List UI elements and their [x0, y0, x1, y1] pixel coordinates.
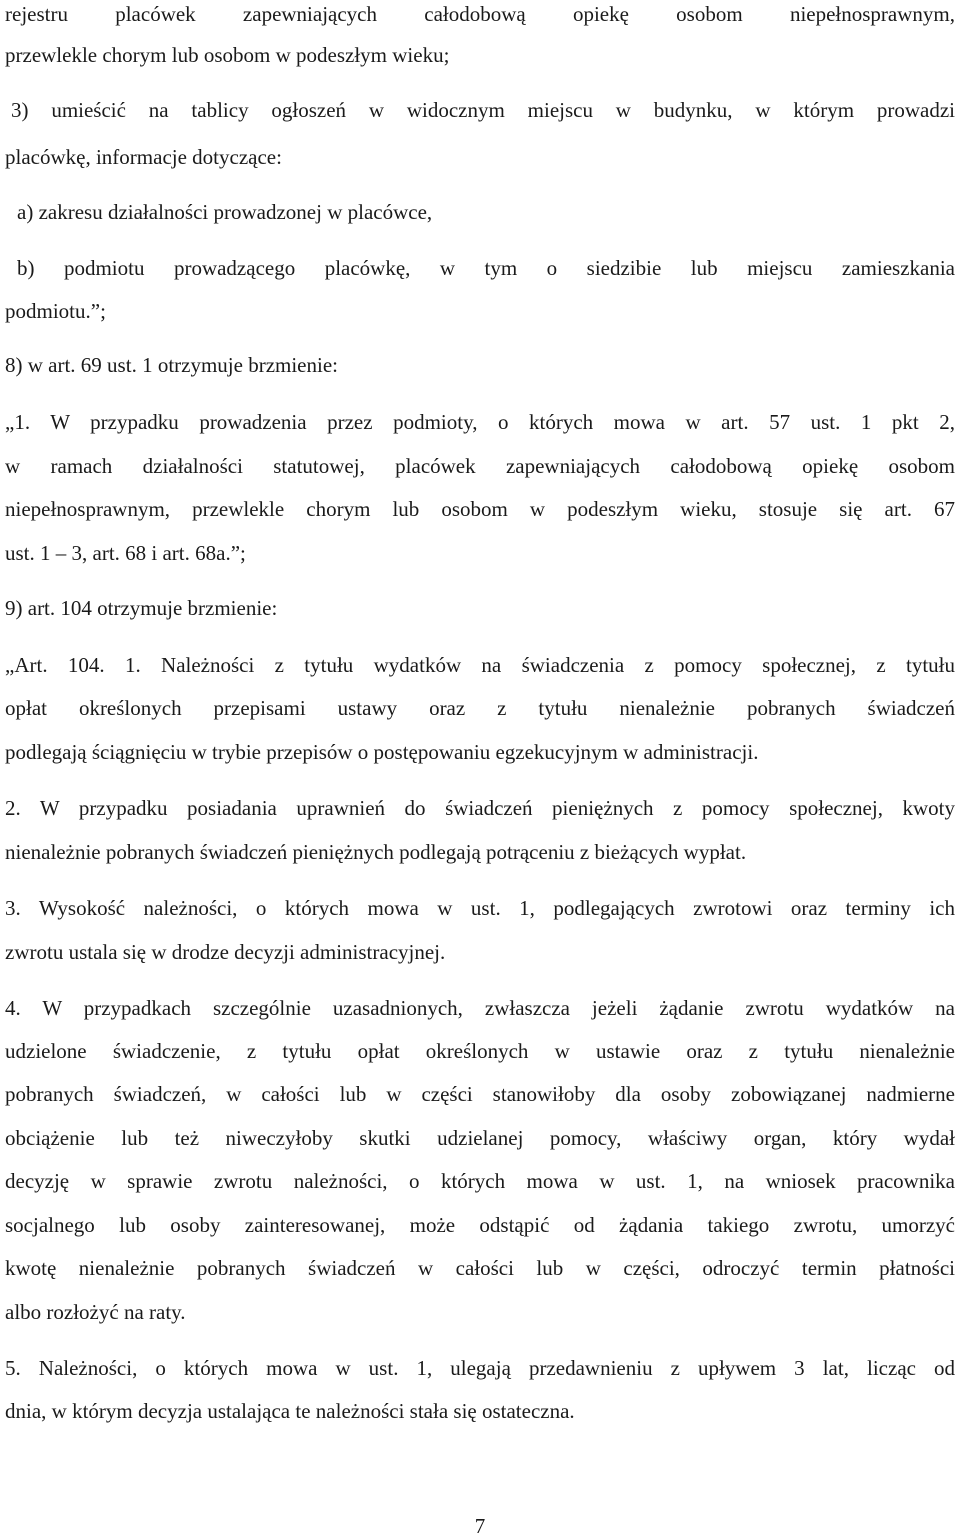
text-line: w ramach działalności statutowej, placówek zapewniających całodobową opiekę osobom — [5, 454, 955, 478]
text-line: 3. Wysokość należności, o których mowa w ust. 1, podlegających zwrotowi oraz terminy ich — [5, 896, 955, 920]
text-line: „Art. 104. 1. Należności z tytułu wydatków na świadczenia z pomocy społecznej, z tytułu — [5, 653, 955, 677]
text-line: rejestru placówek zapewniających całodobową opiekę osobom niepełnosprawnym, — [5, 2, 955, 26]
text-line: pobranych świadczeń, w całości lub w części stanowiłoby dla osoby zobowiązanej nadmierne — [5, 1082, 955, 1106]
text-line: decyzję w sprawie zwrotu należności, o których mowa w ust. 1, na wniosek pracownika — [5, 1169, 955, 1193]
text-line: b) podmiotu prowadzącego placówkę, w tym o siedzibie lub miejscu zamieszkania — [17, 256, 955, 280]
text-line: udzielone świadczenie, z tytułu opłat określonych w ustawie oraz z tytułu nienależnie — [5, 1039, 955, 1063]
text-line: podlegają ściągnięciu w trybie przepisów o postępowaniu egzekucyjnym w administracji. — [5, 740, 759, 764]
text-line: nienależnie pobranych świadczeń pieniężnych podlegają potrąceniu z bieżących wypłat. — [5, 840, 747, 864]
text-line: 5. Należności, o których mowa w ust. 1, ulegają przedawnieniu z upływem 3 lat, licząc od — [5, 1356, 955, 1380]
text-line: opłat określonych przepisami ustawy oraz z tytułu nienależnie pobranych świadczeń — [5, 696, 955, 720]
text-line: niepełnosprawnym, przewlekle chorym lub osobom w podeszłym wieku, stosuje się art. 67 — [5, 497, 955, 521]
text-line: ust. 1 – 3, art. 68 i art. 68a.”; — [5, 541, 246, 565]
page-number: 7 — [474, 1514, 486, 1538]
text-line: 9) art. 104 otrzymuje brzmienie: — [5, 596, 278, 620]
text-line: 3) umieścić na tablicy ogłoszeń w widocznym miejscu w budynku, w którym prowadzi — [11, 98, 955, 122]
text-line: 8) w art. 69 ust. 1 otrzymuje brzmienie: — [5, 353, 338, 377]
text-line: zwrotu ustala się w drodze decyzji administracyjnej. — [5, 940, 446, 964]
text-line: dnia, w którym decyzja ustalająca te należności stała się ostateczna. — [5, 1399, 575, 1423]
text-line: „1. W przypadku prowadzenia przez podmioty, o których mowa w art. 57 ust. 1 pkt 2, — [5, 410, 955, 434]
text-line: przewlekle chorym lub osobom w podeszłym wieku; — [5, 43, 450, 67]
text-line: placówkę, informacje dotyczące: — [5, 145, 282, 169]
text-line: 2. W przypadku posiadania uprawnień do świadczeń pieniężnych z pomocy społecznej, kwoty — [5, 796, 955, 820]
text-line: socjalnego lub osoby zainteresowanej, może odstąpić od żądania takiego zwrotu, umorzyć — [5, 1213, 955, 1237]
text-line: a) zakresu działalności prowadzonej w placówce, — [17, 200, 433, 224]
text-line: podmiotu.”; — [5, 299, 106, 323]
text-line: albo rozłożyć na raty. — [5, 1300, 186, 1324]
text-line: kwotę nienależnie pobranych świadczeń w całości lub w części, odroczyć termin płatności — [5, 1256, 955, 1280]
text-line: 4. W przypadkach szczególnie uzasadnionych, zwłaszcza jeżeli żądanie zwrotu wydatków na — [5, 996, 955, 1020]
text-line: obciążenie lub też niweczyłoby skutki udzielanej pomocy, właściwy organ, który wydał — [5, 1126, 955, 1150]
